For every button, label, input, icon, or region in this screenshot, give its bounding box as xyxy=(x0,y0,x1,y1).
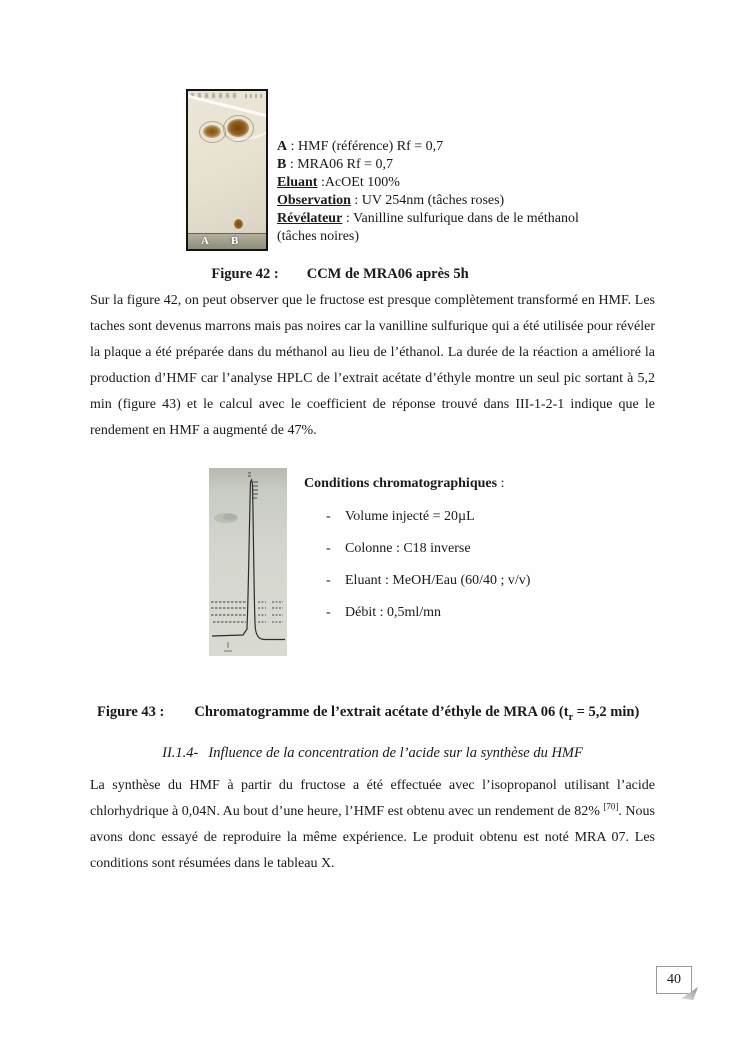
paragraph-text: . Nous avons donc essayé de reproduire la même expérience. Le produit obtenu est noté MRA 07. Les conditions sont résumées dans le tableau X. xyxy=(90,804,655,871)
figure-43-caption-label: Figure 43 : xyxy=(97,704,165,720)
body-paragraph-2 xyxy=(90,773,655,877)
tlc-plate-image xyxy=(186,89,268,251)
tlc-baseline-strip xyxy=(188,233,266,249)
tlc-lane-label-b: B xyxy=(231,235,239,247)
annotation-text: : HMF (référence) Rf = 0,7 xyxy=(287,139,444,154)
condition-item-eluant xyxy=(304,573,634,588)
tlc-annotation-block xyxy=(277,138,672,246)
paragraph-text: La synthèse du HMF à partir du fructose a été effectuée avec l’isopropanol utilisant l’acide chlorhydrique à 0,04N. Au bout d’une heure, l’HMF est obtenu avec un rendement de 82% xyxy=(90,778,655,819)
page-corner-fold-icon xyxy=(681,987,698,1000)
condition-item-colonne xyxy=(304,541,634,556)
tlc-spot-a xyxy=(203,125,221,138)
annotation-line-continuation xyxy=(277,228,672,246)
figure-42-caption-label: Figure 42 : xyxy=(211,266,279,282)
caption-subscript: r xyxy=(568,711,574,723)
reference-superscript: [70] xyxy=(603,801,619,812)
bullet-dash: - xyxy=(326,573,331,588)
section-heading xyxy=(0,745,745,762)
conditions-heading xyxy=(304,476,634,492)
body-paragraph-1: Sur la figure 42, on peut observer que le fructose est presque complètement transformé en HMF. Les taches sont devenus marrons mais pas noires car la vanilline sulfurique qui a été utilisée pour révéler la plaque a été préparée dans du méthanol au lieu de l’éthanol. La durée de la réaction a amélioré la production d’HMF car l’analyse HPLC de l’extrait acétate d’éthyle montre un seul pic sortant à 5,2 min (figure 43) et le calcul avec le coefficient de réponse trouvé dans III-1-2-1 indique que le rendement en HMF a augmenté de 47%. xyxy=(90,293,655,438)
annotation-line-revelateur xyxy=(277,210,672,228)
condition-item-volume xyxy=(304,509,634,524)
caption-text: Chromatogramme de l’extrait acétate d’éthyle de MRA 06 (t xyxy=(194,704,569,720)
section-title: Influence de la concentration de l’acide sur la synthèse du HMF xyxy=(208,745,583,761)
condition-text: Débit : 0,5ml/mn xyxy=(345,605,442,620)
figure-42-caption xyxy=(0,266,680,283)
caption-text: = 5,2 min) xyxy=(573,704,640,720)
conditions-heading-colon: : xyxy=(497,476,505,491)
condition-text: Colonne : C18 inverse xyxy=(345,541,471,556)
chromatogram-image xyxy=(209,468,287,656)
tlc-handwriting-mark xyxy=(245,94,263,98)
chromatogram-paper xyxy=(209,468,287,656)
conditions-block xyxy=(304,476,634,620)
annotation-text: : UV 254nm (tâches roses) xyxy=(350,193,505,208)
condition-text: Volume injecté = 20µL xyxy=(345,509,475,524)
section-number: II.1.4- xyxy=(162,745,199,761)
annotation-label: Observation xyxy=(277,193,351,208)
bullet-dash: - xyxy=(326,605,331,620)
annotation-text: :AcOEt 100% xyxy=(317,175,400,190)
annotation-line-eluant xyxy=(277,174,672,192)
figure-42-caption-title: CCM de MRA06 après 5h xyxy=(306,266,469,282)
annotation-text: : MRA06 Rf = 0,7 xyxy=(286,157,394,172)
annotation-label: Révélateur xyxy=(277,211,343,226)
annotation-label: Eluant xyxy=(277,175,318,190)
page-number-box xyxy=(656,966,692,994)
tlc-lane-label-a: A xyxy=(201,235,209,247)
annotation-line-a xyxy=(277,138,672,156)
condition-item-debit xyxy=(304,605,634,620)
figure-43-caption-title xyxy=(194,704,640,723)
condition-text: Eluant : MeOH/Eau (60/40 ; v/v) xyxy=(345,573,531,588)
conditions-heading-text: Conditions chromatographiques xyxy=(304,476,498,491)
annotation-line-b xyxy=(277,156,672,174)
bullet-dash: - xyxy=(326,509,331,524)
page-number: 40 xyxy=(667,972,681,987)
figure-43-caption xyxy=(97,704,717,723)
tlc-spot-b xyxy=(227,119,249,137)
bullet-dash: - xyxy=(326,541,331,556)
annotation-label: B xyxy=(277,157,287,172)
annotation-line-observation xyxy=(277,192,672,210)
annotation-label: A xyxy=(277,139,288,154)
annotation-text: : Vanilline sulfurique dans de le méthanol xyxy=(342,211,579,226)
annotation-text: (tâches noires) xyxy=(277,229,360,244)
tlc-spot-baseline xyxy=(234,219,243,229)
